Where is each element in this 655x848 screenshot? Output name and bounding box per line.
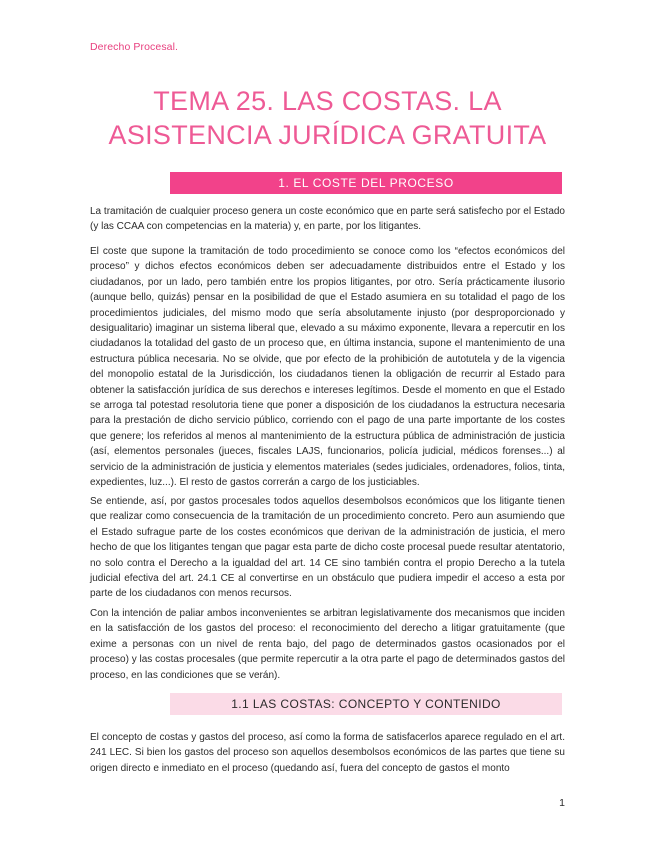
document-title [60,84,595,152]
paragraph-1: La tramitación de cualquier proceso genera un coste económico que en parte será satisfecho por el Estado (y las CCAA con competencias en la materia) y, en parte, por los litigantes. [90,206,565,233]
section-heading-coste-proceso: 1. EL COSTE DEL PROCESO [170,172,562,194]
paragraph-4: Con la intención de paliar ambos inconvenientes se arbitran legislativamente dos mecanismos que inciden en la satisfacción de los gastos del proceso: el reconocimiento del derecho a litigar gratuitamente (que exime a personas con un nivel de renta bajo, del pago de determinados gastos ocasionados por el proceso) y las costas procesales (que permite repercutir a la otra parte el pago de determinados gastos del proceso, en las condiciones que se verán). [90,608,565,681]
paragraph-3: Se entiende, así, por gastos procesales todos aquellos desembolsos económicos que los litigante tienen que realizar como consecuencia de la tramitación de un procedimiento concreto. Pero aun asumiendo que el Estado sufrague parte de los costes económicos que derivan de la administración de justicia, el mero hecho de que los litigantes tengan que pagar esta parte de dicho coste procesal puede resultar atentatorio, no solo contra el Derecho a la igualdad del art. 14 CE sino también contra el propio Derecho a la tutela judicial efectiva del art. 24.1 CE al convertirse en un obstáculo que pudiera impedir el acceso a esta por parte de los ciudadanos con menos recursos. [90,496,565,600]
subsection-heading-costas: 1.1 LAS COSTAS: CONCEPTO Y CONTENIDO [170,693,562,715]
paragraph-2: El coste que supone la tramitación de todo procedimiento se conoce como los “efectos económicos del proceso” y dichos efectos económicos deben ser adecuadamente distribuidos entre el Estado y los ciudadanos, por un lado, pero también entre los propios litigantes, por otro. Sería prácticamente ilusorio (aunque bello, quizás) pensar en la posibilidad de que el Estado asumiera en su totalidad el pago de los procedimientos judiciales, del mismo modo que sería absolutamente injusto (por desproporcionado y desigualitario) imaginar un sistema liberal que, elevado a su máximo exponente, llevara a repercutir en los ciudadanos la totalidad del gasto de un proceso que, en última instancia, supone el mantenimiento de una estructura pública necesaria. No se olvide, que por efecto de la prohibición de autotutela y de la vigencia del monopolio estatal de la Jurisdicción, los ciudadanos tienen la obligación de recurrir al Estado para obtener la satisfacción jurídica de sus derechos e intereses legítimos. Desde el momento en que el Estado se arroga tal potestad resolutoria tiene que poner a disposición de los ciudadanos la estructura necesaria para la prestación de dicho servicio público, corriendo con el pago de una parte importante de los costes que genere; los referidos al menos al mantenimiento de la estructura pública de administración de justicia (así, elementos personales (jueces, fiscales LAJS, funcionarios, policía judicial, médicos forenses...) al servicio de la administración de justicia y elementos materiales (sedes judiciales, ordenadores, folios, tinta, expedientes, luz...). El resto de gastos correrán a cargo de los justiciables. [90,246,565,489]
document-title-line-1: TEMA 25. LAS COSTAS. LA [153,86,502,116]
running-header: Derecho Procesal. [90,41,179,53]
document-title-line-2: ASISTENCIA JURÍDICA GRATUITA [108,120,547,150]
page-number: 1 [559,797,565,809]
paragraph-5: El concepto de costas y gastos del proceso, así como la forma de satisfacerlos aparece regulado en el art. 241 LEC. Si bien los gastos del proceso son aquellos desembolsos económicos de las partes que tiene su origen directo e inmediato en el proceso (quedando así, fuera del concepto de gastos el monto [90,732,565,774]
